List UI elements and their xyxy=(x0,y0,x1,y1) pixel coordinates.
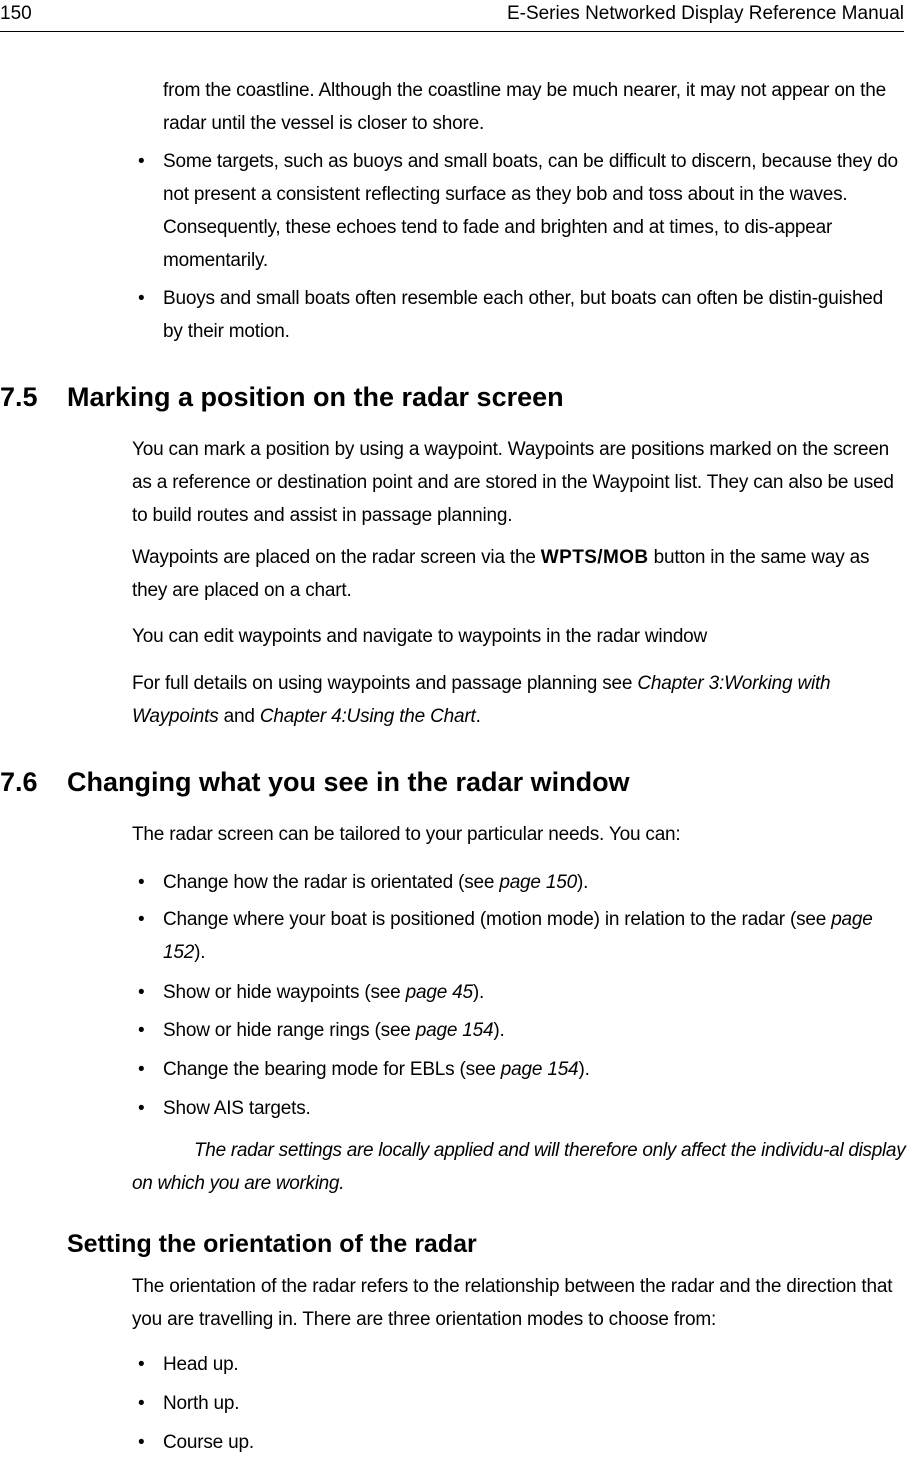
text-run: ). xyxy=(472,982,485,1003)
chapter-4-link[interactable]: Chapter 4:Using the Chart xyxy=(259,706,476,727)
intro-continuation: from the coastline. Although the coastline may be much nearer, it may not appear on the radar until the vessel is closer to shore. xyxy=(163,80,886,134)
list-item xyxy=(132,976,904,1009)
page-reference-link[interactable]: page 154 xyxy=(500,1059,579,1080)
wpts-mob-button-label: WPTS/MOB xyxy=(540,547,649,568)
bullet-icon: • xyxy=(138,1393,145,1414)
bullet-icon: • xyxy=(138,1354,145,1375)
text-run: Show or hide waypoints (see xyxy=(163,982,406,1003)
text-run: ). xyxy=(578,1059,590,1080)
chapter-3-link[interactable]: Chapter 3:Working with Waypoints xyxy=(132,673,831,727)
bullet-icon: • xyxy=(138,1020,145,1041)
bullet-icon: • xyxy=(138,982,145,1003)
text-run: ). xyxy=(493,1020,505,1041)
bullet-icon: • xyxy=(138,151,145,172)
bullet-icon: • xyxy=(138,1059,145,1080)
bullet-icon: • xyxy=(138,1098,145,1119)
paragraph xyxy=(132,667,904,733)
section-title: Marking a position on the radar screen xyxy=(67,382,564,412)
page-reference-link[interactable]: page 152 xyxy=(163,909,873,963)
paragraph xyxy=(132,541,904,607)
bullet-icon: • xyxy=(138,909,145,930)
list-item xyxy=(132,1014,904,1047)
bullet-icon: • xyxy=(138,872,145,893)
text-run: Change how the radar is orientated (see xyxy=(163,872,500,893)
list-item xyxy=(132,1092,904,1125)
bullet-icon: • xyxy=(138,1432,145,1453)
text-run: For full details on using waypoints and passage planning see xyxy=(132,673,638,694)
subsection-heading: Setting the orientation of the radar xyxy=(67,1230,477,1258)
text-run: and xyxy=(218,706,260,727)
text-run: Change where your boat is positioned (motion mode) in relation to the radar (see xyxy=(163,909,832,930)
list-item-text: Head up. xyxy=(163,1354,239,1375)
list-item xyxy=(132,1053,904,1086)
bullet-icon: • xyxy=(138,288,145,309)
paragraph: You can edit waypoints and navigate to waypoints in the radar window xyxy=(132,626,708,647)
list-item-text: Buoys and small boats often resemble each other, but boats can often be distin-guished by their motion. xyxy=(163,288,884,342)
page-number: 150 xyxy=(0,3,32,24)
list-item xyxy=(132,1348,904,1381)
section-number: 7.6 xyxy=(0,767,38,797)
text-run: ). xyxy=(194,942,206,963)
text-run: Change the bearing mode for EBLs (see xyxy=(163,1059,501,1080)
list-item xyxy=(132,1387,904,1420)
list-item xyxy=(132,282,904,348)
text-run: button in the same way as they are placed on a chart. xyxy=(132,547,870,601)
list-item xyxy=(132,1426,904,1459)
section-title: Changing what you see in the radar window xyxy=(67,767,630,797)
text-run: Show AIS targets. xyxy=(163,1098,311,1119)
text-run: Show or hide range rings (see xyxy=(163,1020,416,1041)
list-item xyxy=(132,866,904,899)
text-run: . xyxy=(475,706,481,727)
list-item xyxy=(132,903,904,969)
page-reference-link[interactable]: page 45 xyxy=(405,982,473,1003)
paragraph: The radar screen can be tailored to your particular needs. You can: xyxy=(132,824,681,845)
page-reference-link[interactable]: page 154 xyxy=(415,1020,494,1041)
paragraph: You can mark a position by using a waypoint. Waypoints are positions marked on the screen as a reference or destination point and are stored in the Waypoint list. They can also be used to build routes and assist in passage planning. xyxy=(132,439,894,526)
running-header xyxy=(0,0,904,32)
paragraph: The orientation of the radar refers to the relationship between the radar and the direction that you are travelling in. There are three orientation modes to choose from: xyxy=(132,1276,893,1330)
list-item xyxy=(132,145,904,277)
list-item-text: Some targets, such as buoys and small boats, can be difficult to discern, because they do not present a consistent reflecting surface as they bob and toss about in the waves. Consequently, these echoes tend to fade and brighten and at times, to dis-appear momentarily. xyxy=(163,151,898,271)
list-item-text: Course up. xyxy=(163,1432,254,1453)
text-run: ). xyxy=(576,872,589,893)
note-text: The radar settings are locally applied and will therefore only affect the individu-al display on which you are working. xyxy=(132,1140,906,1194)
manual-title: E-Series Networked Display Reference Manual xyxy=(506,3,904,24)
page-reference-link[interactable]: page 150 xyxy=(499,872,577,893)
section-number: 7.5 xyxy=(0,382,38,412)
list-item-text: North up. xyxy=(163,1393,240,1414)
text-run: Waypoints are placed on the radar screen via the xyxy=(132,547,541,568)
